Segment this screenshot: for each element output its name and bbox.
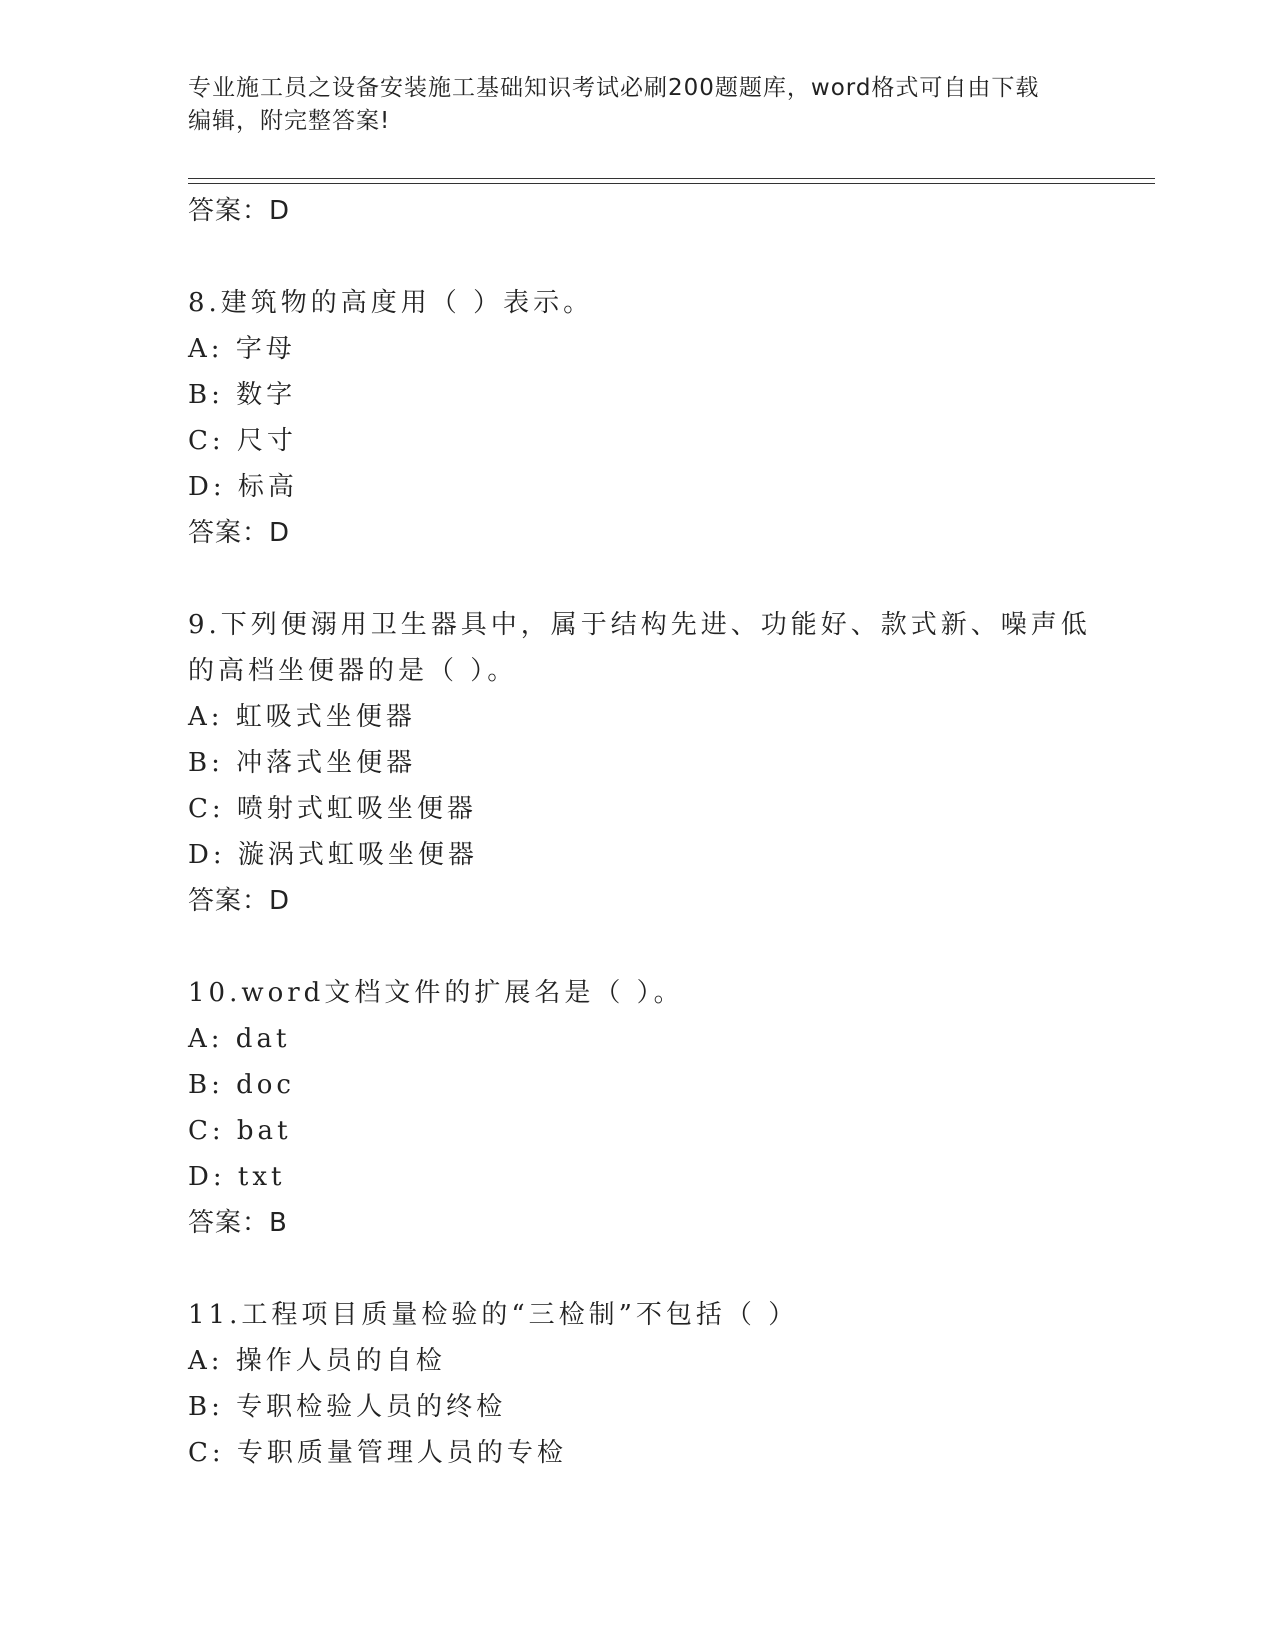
option-d: D: 标高 bbox=[188, 472, 298, 502]
question-stem-line-1: 9.下列便溺用卫生器具中，属于结构先进、功能好、款式新、噪声低 bbox=[188, 610, 1091, 640]
option-d: D: 漩涡式虹吸坐便器 bbox=[188, 840, 478, 870]
question-8 bbox=[188, 280, 1148, 556]
header-divider-top bbox=[188, 178, 1155, 179]
option-b: B: doc bbox=[188, 1070, 295, 1100]
option-d: D: txt bbox=[188, 1162, 286, 1192]
question-answer: 答案：B bbox=[188, 1208, 288, 1238]
header-title-line-1: 专业施工员之设备安装施工基础知识考试必刷200题题库，word格式可自由下载 bbox=[188, 75, 1040, 101]
question-stem-line-2: 的高档坐便器的是（ ）。 bbox=[188, 656, 518, 686]
question-stem: 8.建筑物的高度用（ ）表示。 bbox=[188, 288, 594, 318]
option-c: C: 专职质量管理人员的专检 bbox=[188, 1438, 567, 1468]
option-b: B: 数字 bbox=[188, 380, 297, 410]
question-9 bbox=[188, 602, 1148, 924]
question-11 bbox=[188, 1292, 1148, 1476]
question-list bbox=[188, 188, 1148, 1476]
option-c: C: bat bbox=[188, 1116, 292, 1146]
spacer bbox=[188, 556, 1148, 602]
document-header bbox=[188, 72, 1068, 138]
question-answer: 答案：D bbox=[188, 886, 291, 916]
option-a: A: 字母 bbox=[188, 334, 296, 364]
option-b: B: 专职检验人员的终检 bbox=[188, 1392, 507, 1422]
question-10 bbox=[188, 970, 1148, 1246]
option-a: A: dat bbox=[188, 1024, 291, 1054]
spacer bbox=[188, 924, 1148, 970]
option-a: A: 虹吸式坐便器 bbox=[188, 702, 416, 732]
spacer bbox=[188, 1246, 1148, 1292]
header-divider-bottom bbox=[188, 183, 1155, 184]
previous-question-answer: 答案：D bbox=[188, 196, 291, 226]
option-b: B: 冲落式坐便器 bbox=[188, 748, 417, 778]
spacer bbox=[188, 234, 1148, 280]
header-title-line-2: 编辑，附完整答案! bbox=[188, 108, 391, 134]
option-a: A: 操作人员的自检 bbox=[188, 1346, 446, 1376]
option-c: C: 喷射式虹吸坐便器 bbox=[188, 794, 477, 824]
option-c: C: 尺寸 bbox=[188, 426, 297, 456]
question-stem: 11.工程项目质量检验的“三检制”不包括（ ） bbox=[188, 1300, 799, 1330]
question-stem: 10.word文档文件的扩展名是（ ）。 bbox=[188, 978, 684, 1008]
question-answer: 答案：D bbox=[188, 518, 291, 548]
